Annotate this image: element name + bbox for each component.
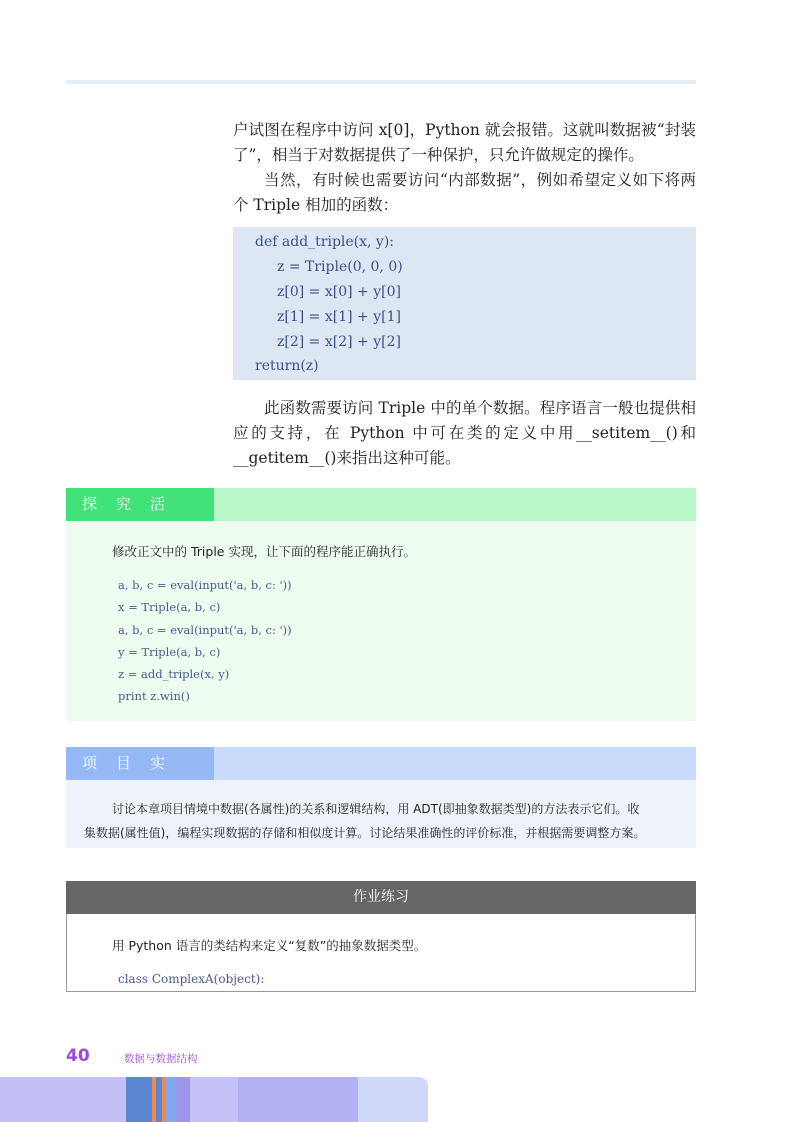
paragraph-setitem-getitem: 此函数需要访问 Triple 中的单个数据。程序语言一般也提供相应的支持，在 Python 中可在类的定义中用__setitem__()和__getitem__()来指出这种可能。 (233, 399, 696, 467)
code-line: z = Triple(0, 0, 0) (277, 259, 403, 275)
project-header (66, 747, 696, 780)
top-rule (66, 80, 696, 84)
activity-code-line: y = Triple(a, b, c) (118, 645, 221, 659)
activity-header (66, 488, 696, 521)
code-block (233, 227, 696, 380)
paragraph-encapsulation: 户试图在程序中访问 x[0]，Python 就会报错。这就叫数据被“封装了”，相当于对数据提供了一种保护，只允许做规定的操作。 (233, 121, 696, 164)
activity-instruction: 修改正文中的 Triple 实现，让下面的程序能正确执行。 (112, 544, 416, 559)
project-text-line2: 集数据(属性值)，编程实现数据的存储和相似度计算。讨论结果准确性的评价标准，并根据需要调整方案。 (84, 826, 646, 840)
code-line: z[1] = x[1] + y[1] (277, 309, 401, 325)
activity-code-line: a, b, c = eval(input('a, b, c: ')) (118, 578, 292, 592)
paragraph-internal-data: 当然，有时候也需要访问“内部数据”，例如希望定义如下将两个 Triple 相加的函数： (233, 171, 696, 214)
activity-code-line: z = add_triple(x, y) (118, 667, 230, 681)
page-number: 40 (66, 1046, 90, 1066)
project-text-line1: 讨论本章项目情境中数据(各属性)的关系和逻辑结构，用 ADT(即抽象数据类型)的方法表示它们。收 (112, 802, 640, 816)
activity-code-line: a, b, c = eval(input('a, b, c: ')) (118, 623, 292, 637)
book-title: 数据与数据结构 (124, 1053, 198, 1065)
homework-code: class ComplexA(object): (118, 972, 265, 986)
code-line: def add_triple(x, y): (255, 234, 395, 250)
code-line: z[2] = x[2] + y[2] (277, 334, 401, 350)
code-line: return(z) (255, 358, 319, 374)
activity-title: 探究活 (66, 488, 214, 521)
homework-header: 作业练习 (66, 881, 696, 914)
activity-code-line: print z.win() (118, 689, 190, 703)
homework-instruction: 用 Python 语言的类结构来定义“复数”的抽象数据类型。 (112, 938, 427, 953)
activity-code-line: x = Triple(a, b, c) (118, 600, 221, 614)
project-title: 项目实 (66, 747, 214, 780)
code-line: z[0] = x[0] + y[0] (277, 284, 401, 300)
